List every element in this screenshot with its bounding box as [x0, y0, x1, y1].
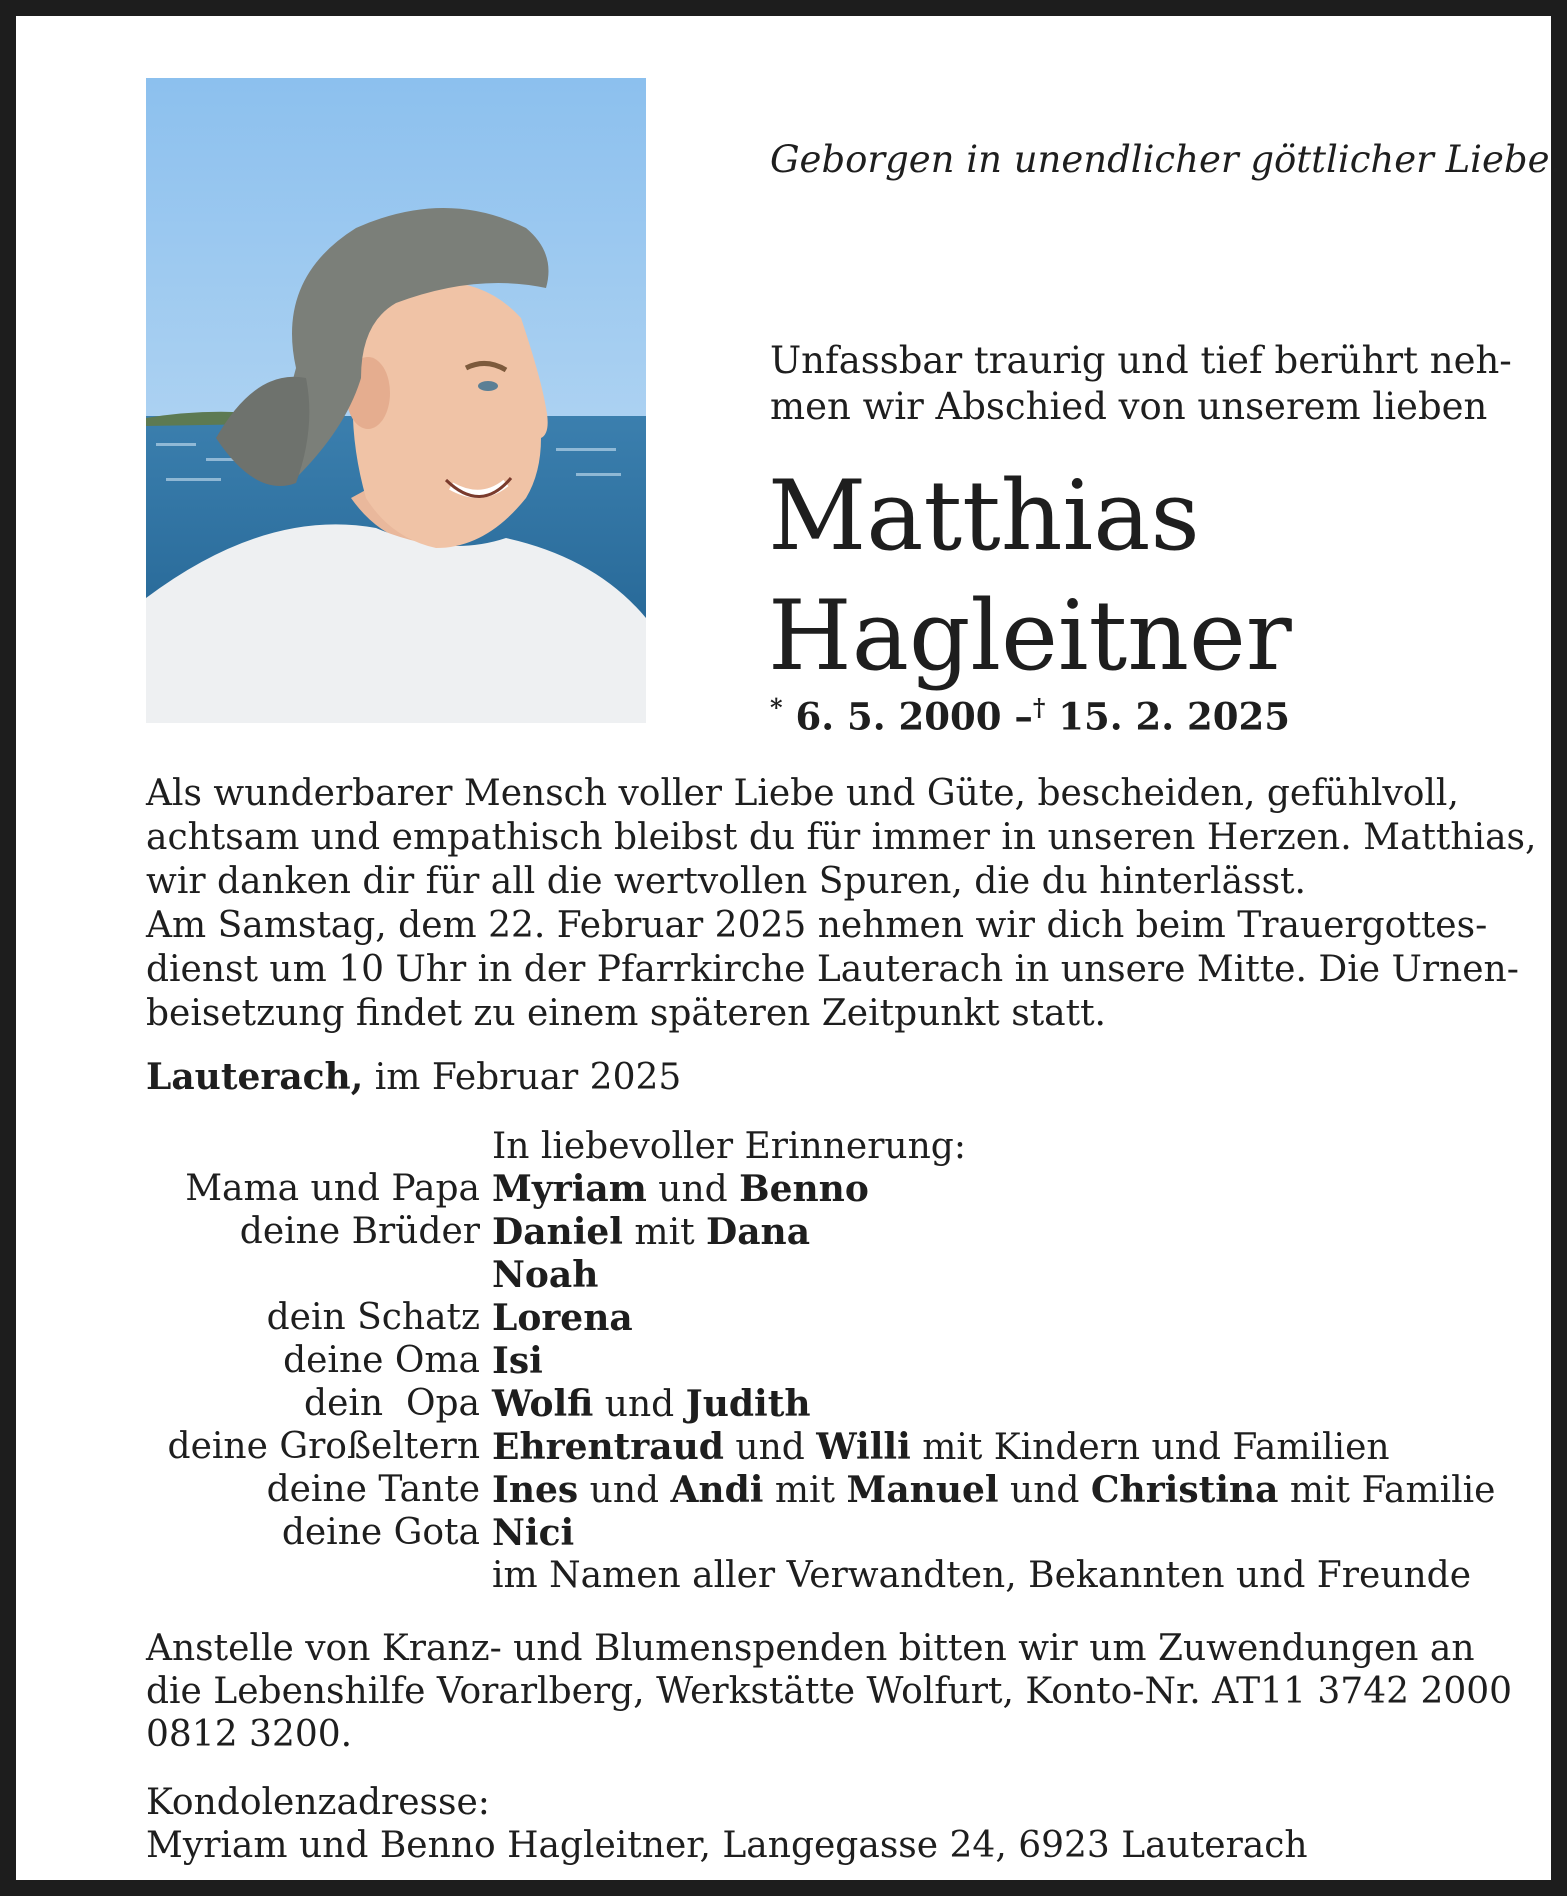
date-separator: –	[1014, 694, 1033, 739]
place-and-date	[146, 1056, 681, 1098]
mourner-connector: mit	[622, 1212, 706, 1253]
mourner-row	[146, 1297, 1476, 1340]
body-line: beisetzung findet zu einem späteren Zeitpunkt statt.	[146, 993, 1106, 1034]
donation-line: die Lebenshilfe Vorarlberg, Werkstätte Wolfurt, Konto-Nr. AT11 3742 2000	[146, 1671, 1513, 1712]
body-line: dienst um 10 Uhr in der Pfarrkirche Lauterach in unsere Mitte. Die Urnen-	[146, 949, 1519, 990]
donation-note	[146, 1627, 1513, 1756]
mourner-names	[492, 1512, 574, 1555]
mourner-row	[146, 1426, 1476, 1469]
mourner-row	[146, 1512, 1476, 1555]
mourner-names	[492, 1168, 869, 1211]
mourner-connector: im Namen aller Verwandten, Bekannten und Freunde	[492, 1555, 1472, 1596]
mourner-row	[146, 1211, 1476, 1254]
mourner-connector: und	[578, 1470, 671, 1511]
mourners-list	[146, 1126, 1496, 1597]
mourner-name: Christina	[1090, 1469, 1279, 1511]
condolence-label: Kondolenzadresse:	[146, 1782, 490, 1823]
mourner-name: Myriam	[492, 1168, 647, 1210]
condolence-address-line: Myriam und Benno Hagleitner, Langegasse 24, 6923 Lauterach	[146, 1825, 1308, 1866]
mourner-relation	[146, 1555, 492, 1597]
mourner-names	[492, 1297, 633, 1340]
deceased-name	[768, 456, 1292, 696]
mourner-name: Dana	[706, 1211, 811, 1253]
life-dates	[770, 693, 1290, 738]
portrait-photo	[146, 78, 646, 723]
mourner-name: Lorena	[492, 1297, 633, 1339]
mourner-row	[146, 1469, 1496, 1512]
mourners-heading: In liebevoller Erinnerung:	[492, 1126, 966, 1167]
donation-line: 0812 3200.	[146, 1714, 353, 1755]
mourner-names	[492, 1426, 1390, 1469]
mourner-relation: Mama und Papa	[185, 1168, 480, 1209]
mourner-names	[492, 1469, 1495, 1512]
mourner-row	[146, 1555, 1476, 1597]
birth-symbol: *	[770, 693, 783, 722]
mourner-row	[146, 1340, 1476, 1383]
condolence-address	[146, 1781, 1308, 1867]
death-symbol: †	[1032, 693, 1046, 722]
mourner-relation: deine Gota	[281, 1512, 480, 1553]
body-line: achtsam und empathisch bleibst du für immer in unseren Herzen. Matthias,	[146, 817, 1537, 858]
mourner-relation	[146, 1254, 492, 1297]
mourner-relation: dein Opa	[304, 1383, 480, 1424]
mourner-name: Ehrentraud	[492, 1426, 724, 1468]
mourner-name: Nici	[492, 1512, 575, 1554]
body-line: wir danken dir für all die wertvollen Spuren, die du hinterlässt.	[146, 861, 1306, 902]
mourner-name: Benno	[739, 1168, 869, 1210]
mourner-name: Judith	[685, 1383, 811, 1425]
mourner-connector: und	[593, 1384, 686, 1425]
mourner-connector: mit Kindern und Familien	[910, 1427, 1390, 1468]
mourner-names	[492, 1254, 598, 1297]
mourner-relation: deine Großeltern	[167, 1426, 480, 1467]
body-paragraph	[146, 772, 1537, 1036]
mourner-connector: und	[646, 1169, 740, 1210]
intro-text	[770, 338, 1512, 430]
mourner-names	[492, 1383, 811, 1426]
mourner-relation: deine Oma	[283, 1340, 480, 1381]
intro-line: Unfassbar traurig und tief berührt neh-	[770, 339, 1512, 382]
body-line: Am Samstag, dem 22. Februar 2025 nehmen wir dich beim Trauergottes-	[146, 905, 1488, 946]
mourner-row	[146, 1383, 1476, 1426]
mourner-row	[146, 1254, 1476, 1297]
mourner-name: Manuel	[846, 1469, 999, 1511]
place-town: Lauterach,	[146, 1056, 364, 1098]
intro-line: men wir Abschied von unserem lieben	[770, 385, 1488, 428]
body-line: Als wunderbarer Mensch voller Liebe und Güte, bescheiden, gefühlvoll,	[146, 773, 1459, 814]
mourner-name: Wolfi	[492, 1383, 594, 1425]
mourner-names	[492, 1211, 810, 1254]
donation-line: Anstelle von Kranz- und Blumenspenden bitten wir um Zuwendungen an	[146, 1628, 1475, 1669]
mourners-rows	[146, 1168, 1496, 1597]
mourner-relation: dein Schatz	[266, 1297, 480, 1338]
mourner-connector: mit Familie	[1278, 1470, 1496, 1511]
mourner-name: Isi	[492, 1340, 543, 1382]
first-name: Matthias	[768, 460, 1200, 572]
place-date: im Februar 2025	[374, 1057, 682, 1098]
mourner-names	[492, 1555, 1471, 1597]
mourner-names	[492, 1340, 543, 1383]
mourner-name: Andi	[670, 1469, 764, 1511]
mourner-row	[146, 1168, 1476, 1211]
death-date: 15. 2. 2025	[1058, 694, 1291, 739]
mourner-name: Ines	[492, 1469, 579, 1511]
mourner-connector: mit	[763, 1470, 847, 1511]
last-name: Hagleitner	[768, 580, 1292, 692]
mourner-connector: und	[723, 1427, 817, 1468]
mourner-name: Noah	[492, 1254, 599, 1296]
mourner-name: Daniel	[492, 1211, 623, 1253]
mourner-name: Willi	[816, 1426, 911, 1468]
mourner-connector: und	[998, 1470, 1091, 1511]
mourners-heading-row	[146, 1126, 1476, 1168]
motto: Geborgen in unendlicher göttlicher Liebe.	[770, 138, 1562, 181]
mourner-relation: deine Brüder	[239, 1211, 480, 1252]
mourner-relation: deine Tante	[266, 1469, 480, 1510]
birth-date: 6. 5. 2000	[795, 694, 1002, 739]
